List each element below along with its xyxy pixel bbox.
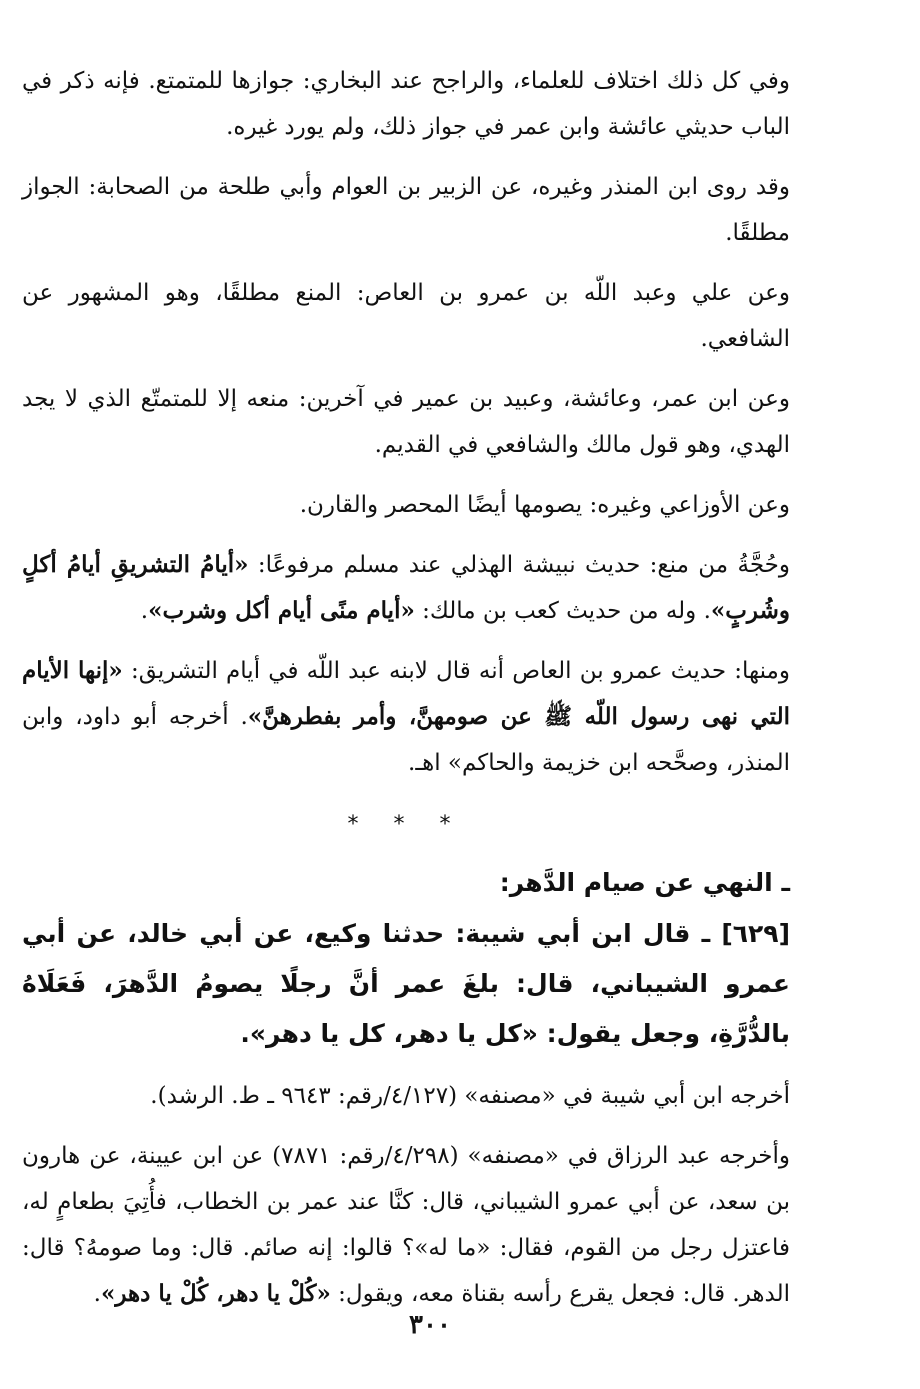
reference-2-text-c: . [93, 1281, 101, 1307]
page-number: ٣٠٠ [409, 1310, 451, 1340]
hadith-text: [٦٢٩] ـ قال ابن أبي شيبة: حدثنا وكيع، عن أبي خالد، عن أبي عمرو الشيباني، قال: بلغَ عمر أنَّ رجلًا يصومُ الدَّهرَ، فَعَلَاهُ بالدُّرَّةِ، وجعل يقول: «كل يا دهر، كل يا دهر». [22, 919, 790, 1048]
paragraph-7-quote: «إنها الأيام التي نهى رسول اللّه ﷺ عن صومهنَّ، وأمر بفطرهنَّ» [22, 657, 791, 730]
paragraph-3: وعن علي وعبد اللّه بن عمرو بن العاص: المنع مطلقًا، وهو المشهور عن الشافعي. [22, 280, 790, 352]
paragraph-6 [22, 542, 790, 634]
paragraph-7-text-c: . أخرجه أبو داود، وابن المنذر، وصحَّحه ابن خزيمة والحاكم» اهـ. [22, 704, 790, 776]
section-heading: ـ النهي عن صيام الدَّهر: [499, 868, 790, 897]
reference-1: أخرجه ابن أبي شيبة في «مصنفه» (٤/١٢٧/رقم: ٩٦٤٣ ـ ط. الرشد). [150, 1083, 790, 1109]
paragraph-6-quote-1: «أيامُ التشريقِ أيامُ أكلٍ وشُربٍ» [22, 551, 790, 624]
paragraph-6-quote-2: «أيام منًى أيام أكل وشرب» [148, 597, 415, 624]
paragraph-7 [22, 648, 790, 786]
paragraph-6-text-a: وحُجَّةُ من منع: حديث نبيشة الهذلي عند مسلم مرفوعًا: [248, 552, 790, 578]
paragraph-1: وفي كل ذلك اختلاف للعلماء، والراجح عند البخاري: جوازها للمتمتع. فإنه ذكر في الباب حديثي عائشة وابن عمر في جواز ذلك، ولم يورد غيره. [22, 68, 790, 140]
paragraph-7-text-a: ومنها: حديث عمرو بن العاص أنه قال لابنه عبد اللّه في أيام التشريق: [122, 658, 790, 684]
paragraph-6-text-e: . [140, 598, 149, 624]
reference-2-quote: «كُلْ يا دهر، كُلْ يا دهر» [100, 1280, 331, 1307]
paragraph-5: وعن الأوزاعي وغيره: يصومها أيضًا المحصر والقارن. [299, 492, 790, 518]
page-body [22, 58, 790, 1331]
reference-2 [22, 1133, 790, 1317]
paragraph-4: وعن ابن عمر، وعائشة، وعبيد بن عمير في آخرين: منعه إلا للمتمتّع الذي لا يجد الهدي، وهو قول مالك والشافعي في القديم. [22, 386, 790, 458]
section-separator: * * * [347, 812, 465, 837]
paragraph-6-text-c: . وله من حديث كعب بن مالك: [414, 598, 711, 624]
paragraph-2: وقد روى ابن المنذر وغيره، عن الزبير بن العوام وأبي طلحة من الصحابة: الجواز مطلقًا. [22, 174, 790, 246]
reference-2-text-a: وأخرجه عبد الرزاق في «مصنفه» (٤/٢٩٨/رقم: ٧٨٧١) عن ابن عيينة، عن هارون بن سعد، عن أبي عمرو الشيباني، قال: كنَّا عند عمر بن الخطاب، فأُتِيَ بطعامٍ له، فاعتزل رجل من القوم، فقال: «ما له»؟ قالوا: إنه صائم. قال: وما صومهُ؟ قال: الدهر. قال: فجعل يقرع رأسه بقناة معه، ويقول: [22, 1143, 790, 1307]
